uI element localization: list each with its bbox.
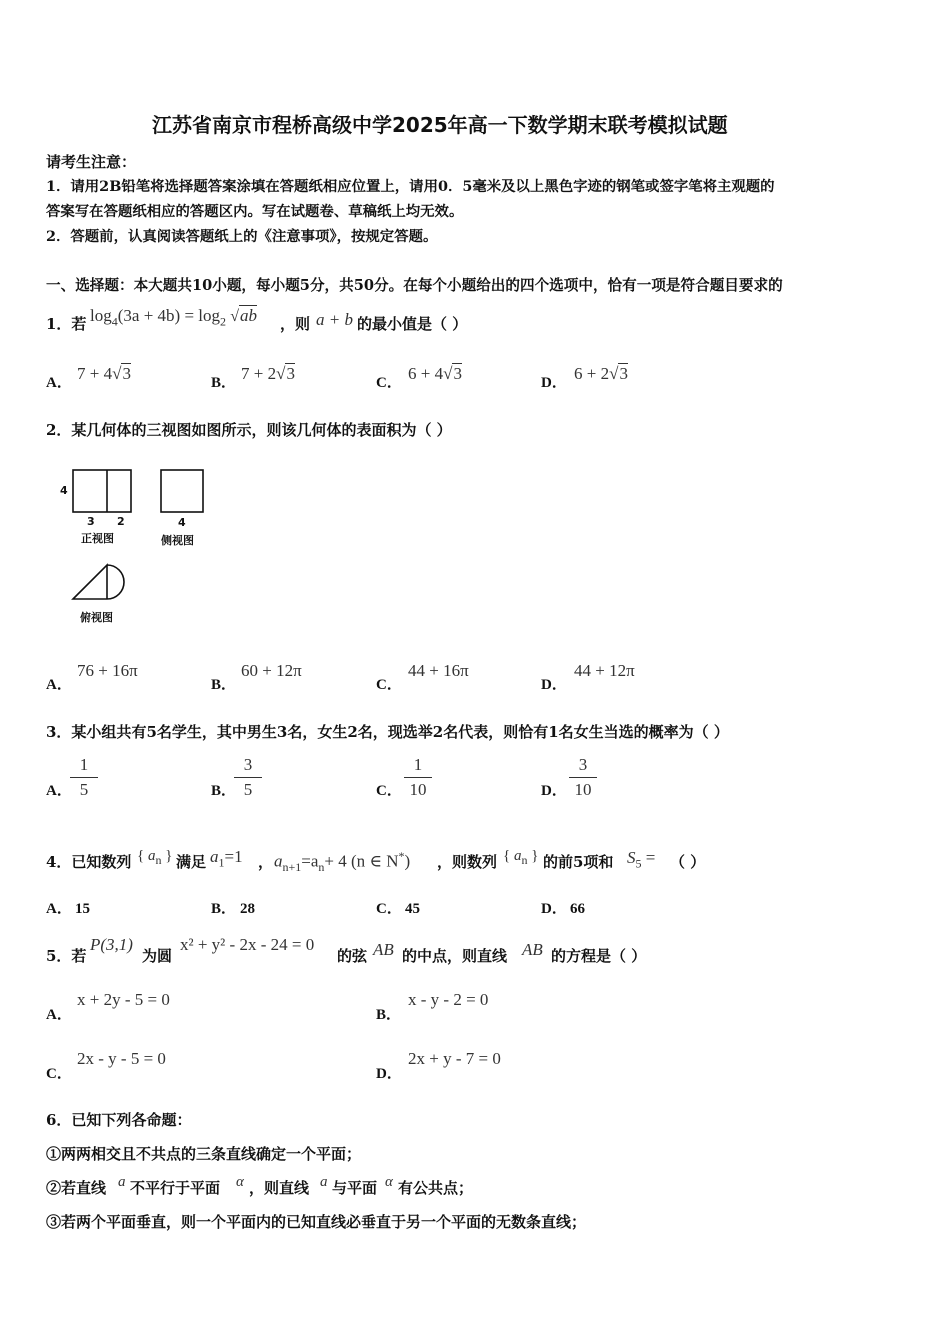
notice-item-2: 2．答题前，认真阅读答题纸上的《注意事项》，按规定答题。 — [46, 228, 438, 245]
q5-option-c-label: C． — [46, 1066, 72, 1082]
q5-option-d-value: 2x + y - 7 = 0 — [408, 1049, 501, 1068]
q1-option-b-label: B． — [211, 375, 237, 391]
q5-option-a-value: x + 2y - 5 = 0 — [77, 990, 170, 1009]
q5-tail: 的方程是（ ） — [551, 947, 647, 965]
q2-option-b-label: B． — [211, 677, 237, 693]
q2-option-b-value: 60 + 12π — [241, 661, 302, 680]
q1-log-a-base: 4 — [111, 314, 118, 329]
q6-stem: 6．已知下列各命题： — [46, 1111, 192, 1129]
q4-option-b-value: 28 — [240, 901, 255, 917]
q6-s2-part-b: 不平行于平面 — [130, 1179, 221, 1197]
q4-option-b-label: B． — [211, 901, 237, 917]
q6-s2-var-3: a — [320, 1174, 328, 1190]
q3-option-c-label: C． — [376, 783, 402, 799]
front-view-caption: 正视图 — [81, 532, 114, 545]
q1-mid: ，则 — [280, 315, 311, 333]
q2-option-d-value: 44 + 12π — [574, 661, 635, 680]
q2-stem: 2．某几何体的三视图如图所示，则该几何体的表面积为（ ） — [46, 421, 452, 439]
q1-log-b-base: 2 — [220, 314, 227, 329]
q5-chord: AB — [373, 940, 394, 959]
q2-option-c-value: 44 + 16π — [408, 661, 469, 680]
q4-sum-text: 的前5项和 — [543, 853, 614, 871]
q5-option-a-label: A． — [46, 1007, 72, 1023]
q6-s2-var-2: α — [236, 1174, 244, 1190]
notice-item-1-line-1: 1．请用2B铅笔将选择题答案涂填在答题纸相应位置上，请用0．5毫米及以上黑色字迹的钢笔或签字笔将主观题的 — [46, 178, 775, 195]
q6-statement-3: ③若两个平面垂直，则一个平面内的已知直线必垂直于另一个平面的无数条直线； — [46, 1213, 587, 1231]
q4-option-a-label: A． — [46, 901, 72, 917]
q1-option-d-label: D． — [541, 375, 567, 391]
q2-option-a-value: 76 + 16π — [77, 661, 138, 680]
notice-heading: 请考生注意： — [46, 153, 137, 171]
q3-option-b-fraction: $\frac{3}{5}$ — [234, 755, 262, 800]
q1-log-b: log — [198, 306, 221, 325]
q5-chord-2: AB — [522, 940, 543, 959]
q5-circle-eq: x² + y² - 2x - 24 = 0 — [180, 935, 315, 954]
q6-s2-part-e: 有公共点； — [398, 1179, 474, 1197]
q2-option-c-label: C． — [376, 677, 402, 693]
q4-s5: $S_5$ = — [627, 848, 656, 871]
q1-option-a-value: 7 + 4√3 — [77, 364, 131, 383]
q5-option-d-label: D． — [376, 1066, 402, 1082]
q5-mid-text: 的中点，则直线 — [402, 947, 508, 965]
top-view-caption: 俯视图 — [80, 611, 113, 624]
q1-option-d-value: 6 + 2√3 — [574, 364, 628, 383]
q3-option-a-fraction: $\frac{1}{5}$ — [70, 755, 98, 800]
q1-log-a-arg: (3a + 4b) = — [117, 306, 195, 325]
q5-chord-text: 的弦 — [337, 947, 368, 965]
q1-option-a-label: A． — [46, 375, 72, 391]
q4-option-d-value: 66 — [570, 901, 585, 917]
q1-tail: 的最小值是（ ） — [357, 315, 468, 333]
q3-option-d-fraction: $\frac{3}{10}$ — [569, 755, 597, 800]
q6-s2-part-d: 与平面 — [332, 1179, 378, 1197]
q1-log-a: log — [90, 306, 112, 325]
page-title: 江苏省南京市程桥高级中学2025年高一下数学期末联考模拟试题 — [152, 113, 728, 137]
notice-item-1-line-2: 答案写在答题纸相应的答题区内。写在试题卷、草稿纸上均无效。 — [46, 203, 464, 220]
q6-s2-part-c: ，则直线 — [249, 1179, 310, 1197]
q6-s2-var-1: a — [118, 1174, 126, 1190]
q3-option-b-label: B． — [211, 783, 237, 799]
q1-expr: a + b — [316, 310, 353, 329]
q5-option-b-label: B． — [376, 1007, 402, 1023]
q4-seq-2: { $a_n$ } — [503, 848, 539, 867]
q3-option-d-label: D． — [541, 783, 567, 799]
q3-option-a-label: A． — [46, 783, 72, 799]
q1-option-b-value: 7 + 2√3 — [241, 364, 295, 383]
q5-circle-text: 为圆 — [142, 947, 173, 965]
q4-intro: 4．已知数列 — [46, 853, 132, 871]
front-dim-b: 2 — [117, 515, 125, 528]
front-dim-height: 4 — [60, 484, 68, 497]
q6-s2-part-a: ②若直线 — [46, 1179, 107, 1197]
side-dim: 4 — [178, 516, 186, 529]
top-view-shape — [73, 565, 124, 599]
q1-log-left: $\log_4(3a + 4b) = \log_2 √ab$ — [90, 306, 258, 329]
q5-point: P(3,1) — [90, 935, 133, 954]
q4-a1: $a_1=1$ — [210, 847, 243, 870]
section-heading: 一、选择题：本大题共10小题，每小题5分，共50分。在每个小题给出的四个选项中，恰有一项是符合题目要求的 — [46, 277, 783, 294]
q4-option-d-label: D． — [541, 901, 567, 917]
q4-seq: { $a_n$ } — [137, 848, 173, 867]
q2-option-a-label: A． — [46, 677, 72, 693]
q4-option-a-value: 15 — [75, 901, 90, 917]
q6-statement-1: ①两两相交且不共点的三条直线确定一个平面； — [46, 1145, 362, 1163]
q4-recurrence: $a_{n+1}=a_n+ 4$ (n ∈ N*) — [274, 849, 411, 875]
q4-option-c-label: C． — [376, 901, 402, 917]
q1-number: 1．若 — [46, 315, 87, 333]
q5-intro: 5．若 — [46, 947, 87, 965]
q2-option-d-label: D． — [541, 677, 567, 693]
q6-s2-var-4: α — [385, 1174, 393, 1190]
q1-option-c-value: 6 + 4√3 — [408, 364, 462, 383]
q4-comma: ， — [258, 853, 274, 871]
q1-log-b-arg: ab — [240, 306, 258, 325]
q5-option-c-value: 2x - y - 5 = 0 — [77, 1049, 166, 1068]
q3-option-c-fraction: $\frac{1}{10}$ — [404, 755, 432, 800]
front-dim-a: 3 — [87, 515, 95, 528]
q5-option-b-value: x - y - 2 = 0 — [408, 990, 489, 1009]
q1-option-c-label: C． — [376, 375, 402, 391]
q4-paren: （ ） — [670, 853, 706, 871]
front-view-rect — [73, 470, 131, 512]
q4-satisfies: 满足 — [176, 853, 207, 871]
side-view-rect — [161, 470, 203, 512]
q4-then: ，则数列 — [437, 853, 498, 871]
side-view-caption: 侧视图 — [161, 534, 194, 547]
q3-stem: 3．某小组共有5名学生，其中男生3名，女生2名，现选举2名代表，则恰有1名女生当选的概率为（ ） — [46, 723, 729, 741]
q4-option-c-value: 45 — [405, 901, 420, 917]
